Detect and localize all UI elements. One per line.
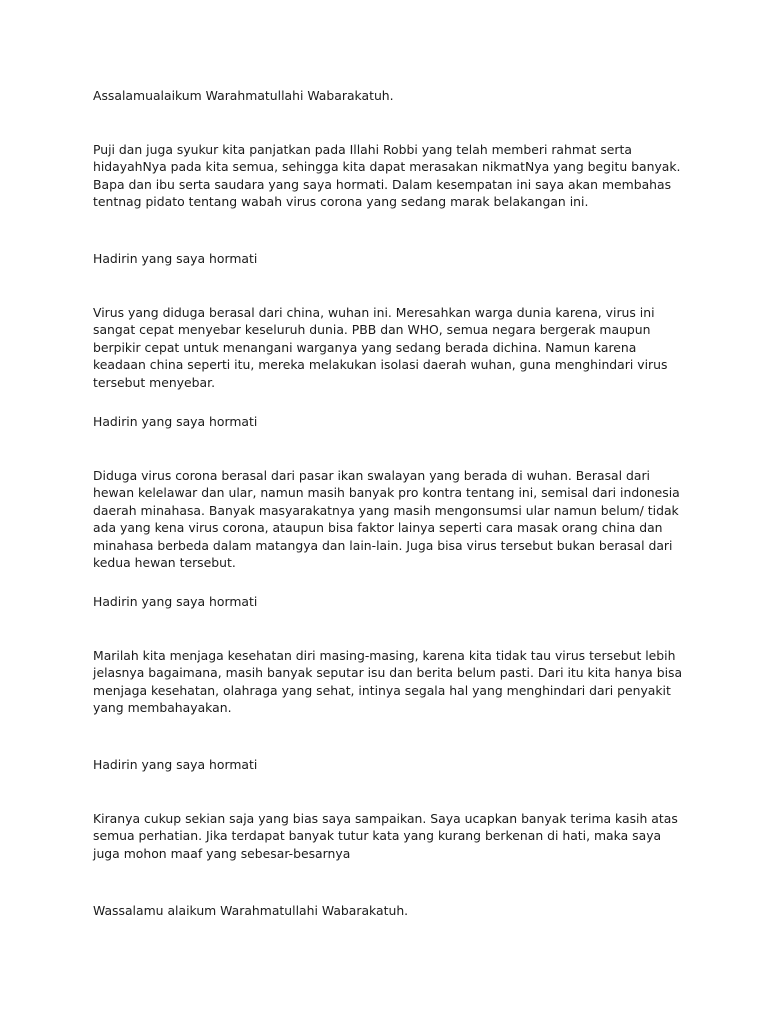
greeting-audience-3: Hadirin yang saya hormati — [93, 594, 258, 609]
greeting-audience-1: Hadirin yang saya hormati — [93, 251, 258, 266]
greeting-audience-2: Hadirin yang saya hormati — [93, 414, 258, 429]
paragraph-health-advice: Marilah kita menjaga kesehatan diri masing-masing, karena kita tidak tau virus tersebut lebih jelasnya bagaimana, masih banyak seputar isu dan berita belum pasti. Dari itu kita hanya bisa menjaga kesehatan, olahraga yang sehat, intinya segala hal yang menghindari dari penyakit yang membahayakan. — [93, 648, 683, 716]
paragraph-virus-origin: Virus yang diduga berasal dari china, wuhan ini. Meresahkan warga dunia karena, virus ini sangat cepat menyebar keseluruh dunia. PBB dan WHO, semua negara bergerak maupun berpikir cepat untuk menangani warganya yang sedang berada dichina. Namun karena keadaan china seperti itu, mereka melakukan isolasi daerah wuhan, guna menghindari virus tersebut menyebar. — [93, 305, 668, 390]
opening-salutation: Assalamualaikum Warahmatullahi Wabarakatuh. — [93, 88, 394, 103]
paragraph-virus-source: Diduga virus corona berasal dari pasar ikan swalayan yang berada di wuhan. Berasal dari hewan kelelawar dan ular, namun masih banyak pro kontra tentang ini, semisal dari indonesia daerah minahasa. Banyak masyarakatnya yang masih mengonsumsi ular namun belum/ tidak ada yang kena virus corona, ataupun bisa faktor lainya seperti cara masak orang china dan minahasa berbeda dalam matangya dan lain-lain. Juga bisa virus tersebut bukan berasal dari kedua hewan tersebut. — [93, 468, 680, 571]
paragraph-closing-remarks: Kiranya cukup sekian saja yang bias saya sampaikan. Saya ucapkan banyak terima kasih atas semua perhatian. Jika terdapat banyak tutur kata yang kurang berkenan di hati, maka saya juga mohon maaf yang sebesar-besarnya — [93, 811, 678, 861]
greeting-audience-4: Hadirin yang saya hormati — [93, 757, 258, 772]
paragraph-introduction: Puji dan juga syukur kita panjatkan pada Illahi Robbi yang telah memberi rahmat serta hidayahNya pada kita semua, sehingga kita dapat merasakan nikmatNya yang begitu banyak. Bapa dan ibu serta saudara yang saya hormati. Dalam kesempatan ini saya akan membahas tentnag pidato tentang wabah virus corona yang sedang marak belakangan ini. — [93, 142, 681, 210]
closing-salutation: Wassalamu alaikum Warahmatullahi Wabarakatuh. — [93, 903, 409, 918]
